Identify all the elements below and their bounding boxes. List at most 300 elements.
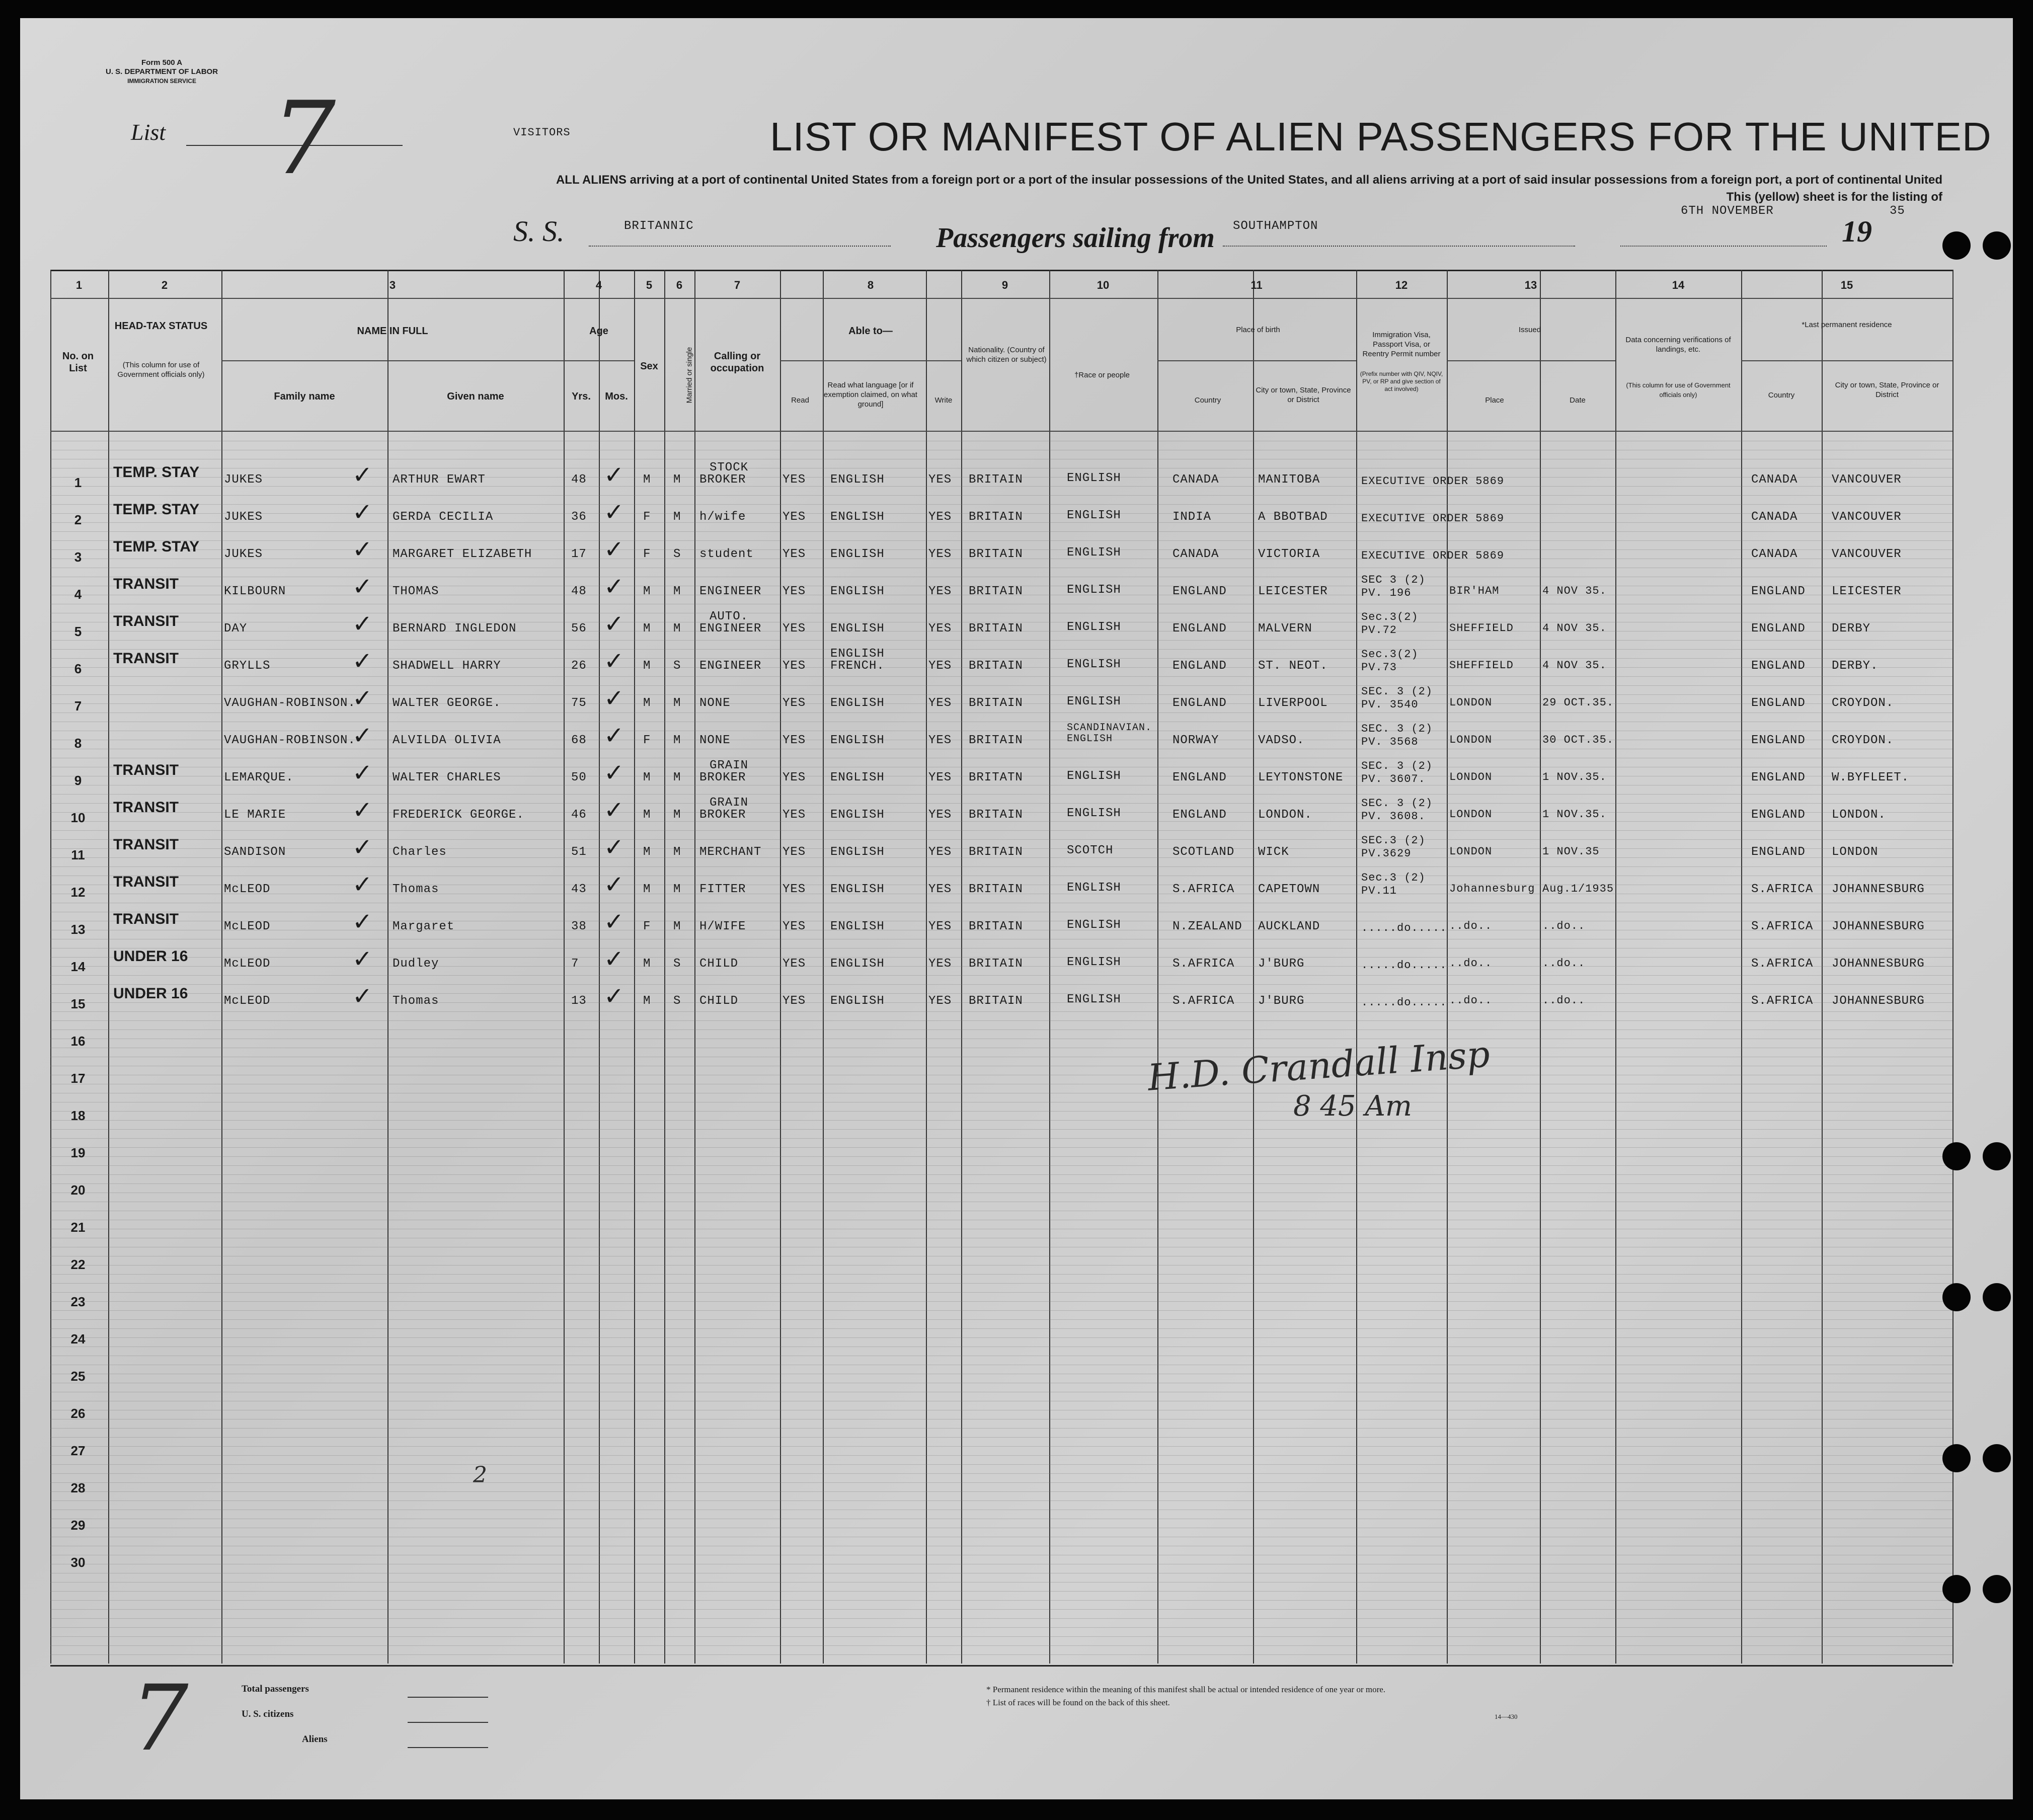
visa-number: PV.72 [1361,624,1397,637]
can-read: YES [783,622,806,636]
ruled-line [50,1337,1952,1338]
occupation: BROKER [699,771,746,784]
visa-number: .....do..... [1361,996,1447,1009]
row-number: 22 [70,1257,86,1272]
row-number: 8 [74,736,82,751]
header-divider [780,360,961,361]
form-id-block [106,58,218,86]
header-married: Married or single [685,347,694,404]
header-divider [1157,360,1356,361]
punch-hole [1983,1283,2011,1311]
can-write: YES [928,957,952,971]
can-write: YES [928,696,952,710]
birth-country: ENGLAND [1172,808,1227,822]
race: ENGLISH [1067,807,1121,820]
header-divider [50,298,1952,299]
occupation: NONE [699,734,731,747]
marital-status: S [673,957,681,971]
header-mos: Mos. [605,391,628,402]
form-code: 14—430 [1495,1713,1518,1720]
family-name: KILBOURN [224,585,286,598]
age-years: 17 [571,547,587,561]
ruled-line [50,1500,1952,1501]
birth-city: WICK [1258,845,1289,859]
page-title: LIST OR MANIFEST OF ALIEN PASSENGERS FOR THE UNITED [770,114,1992,159]
age-years: 51 [571,845,587,859]
birth-city: ST. NEOT. [1258,659,1328,673]
marital-status: M [673,585,681,598]
can-write: YES [928,622,952,636]
issued-date: ..do.. [1542,957,1586,970]
check-mark-icon: ✓ [352,684,373,713]
race: ENGLISH [1067,471,1121,485]
head-tax-status: TRANSIT [113,762,179,778]
given-name: Thomas [393,994,439,1008]
ruled-line [50,1645,1952,1646]
occupation: CHILD [699,994,739,1008]
issued-place: LONDON [1449,771,1493,783]
ruled-line [50,1473,1952,1474]
row-number: 2 [74,512,82,527]
marital-status: M [673,920,681,933]
marital-status: M [673,845,681,859]
residence-city: CROYDON. [1832,734,1894,747]
check-mark-icon: ✓ [604,982,624,1010]
sex: M [643,808,651,822]
check-mark-icon: ✓ [352,945,373,973]
residence-city: LONDON [1832,845,1879,859]
can-read: YES [783,808,806,822]
can-read: YES [783,920,806,933]
row-number: 20 [70,1182,86,1198]
ss-label: S. S. [513,215,565,248]
race: ENGLISH [1067,509,1121,522]
column-divider [564,270,565,1664]
visa-section: Sec.3 (2) [1361,872,1426,884]
race: SCOTCH [1067,844,1114,857]
column-number: 11 [1250,279,1263,291]
head-tax-status: TEMP. STAY [113,501,200,518]
can-write: YES [928,473,952,487]
row-number: 3 [74,549,82,565]
check-mark-icon: ✓ [604,461,624,489]
sex: F [643,547,651,561]
subtitle-line-1: ALL ALIENS arriving at a port of continental United States from a foreign port or a port of the insular possessions of the United States, and all aliens arriving at a port of said insular possessions from a foreign port, a port of continental United [556,173,1942,187]
ruled-line [50,1446,1952,1447]
read-language: ENGLISH [830,547,885,561]
column-divider [1540,270,1541,1664]
age-years: 56 [571,622,587,636]
column-divider [694,270,695,1664]
date-line [1620,246,1827,247]
read-language: ENGLISH [830,957,885,971]
row-number: 24 [70,1331,86,1347]
given-name: FREDERICK GEORGE. [393,808,524,822]
residence-city: LONDON. [1832,808,1886,822]
marital-status: S [673,994,681,1008]
issued-date: 4 NOV 35. [1542,659,1607,672]
ruled-line [50,649,1952,650]
residence-country: ENGLAND [1751,622,1806,636]
check-mark-icon: ✓ [352,722,373,750]
port-name: SOUTHAMPTON [1233,219,1318,233]
read-language: ENGLISH [830,585,885,598]
column-number: 2 [161,279,168,291]
check-mark-icon: ✓ [352,871,373,899]
list-number: 7 [272,80,336,197]
occupation: student [699,547,754,561]
given-name: MARGARET ELIZABETH [393,547,532,561]
birth-country: S.AFRICA [1172,957,1235,971]
ruled-line [50,1283,1952,1284]
residence-country: S.AFRICA [1751,994,1814,1008]
ruled-line [50,531,1952,532]
ruled-line [50,1464,1952,1465]
column-divider [108,270,109,1664]
visa-number: .....do..... [1361,922,1447,934]
visa-section: SEC 3 (2) [1361,574,1426,586]
header-given-name: Given name [447,391,504,402]
ruled-line [50,1428,1952,1429]
family-name: LE MARIE [224,808,286,822]
issued-place: Johannesburg [1449,883,1535,895]
column-number: 7 [734,279,741,291]
ruled-line [50,830,1952,831]
visa-number: PV. 3608. [1361,810,1426,823]
visa-number: EXECUTIVE ORDER 5869 [1361,549,1505,562]
family-name: VAUGHAN-ROBINSON. [224,696,356,710]
column-number: 10 [1097,279,1110,291]
race: ENGLISH [1067,918,1121,932]
sailing-label: Passengers sailing from [936,222,1215,254]
given-name: Margaret [393,920,455,933]
ruled-line [50,1600,1952,1601]
check-mark-icon: ✓ [352,908,373,936]
visa-number: PV. 196 [1361,587,1412,599]
ruled-line [50,866,1952,867]
ruled-line [50,1482,1952,1483]
marital-status: M [673,510,681,524]
occupation: FITTER [699,883,746,896]
age-years: 50 [571,771,587,784]
check-mark-icon: ✓ [604,498,624,526]
read-language: ENGLISH [830,771,885,784]
can-write: YES [928,547,952,561]
column-number: 3 [389,279,396,291]
column-divider [926,270,927,1664]
nationality: BRITAIN [969,845,1023,859]
column-divider [780,270,781,1664]
row-number: 11 [71,847,85,862]
birth-city: LEYTONSTONE [1258,771,1344,784]
column-divider [599,270,600,1664]
residence-country: ENGLAND [1751,696,1806,710]
row-number: 17 [70,1071,86,1086]
residence-city: JOHANNESBURG [1832,883,1925,896]
marital-status: M [673,473,681,487]
row-number: 19 [70,1145,86,1160]
footnote-residence: * Permanent residence within the meaning of this manifest shall be actual or intended residence of one year or more. [986,1685,1386,1694]
issued-date: 1 NOV.35 [1542,845,1600,858]
header-issued: Issued [1518,326,1541,334]
check-mark-icon: ✓ [604,908,624,936]
check-mark-icon: ✓ [604,796,624,824]
header-sex: Sex [640,361,658,372]
race: ENGLISH [1067,993,1121,1006]
check-mark-icon: ✓ [352,573,373,601]
race: ENGLISH [1067,769,1121,783]
header-issued-place: Place [1485,396,1504,405]
nationality: BRITAIN [969,473,1023,487]
given-name: BERNARD INGLEDON [393,622,517,636]
head-tax-status: TRANSIT [113,650,179,667]
age-years: 43 [571,883,587,896]
birth-country: CANADA [1172,547,1219,561]
port-line [1223,246,1575,247]
ruled-line [50,1627,1952,1628]
header-race: †Race or people [1074,371,1130,379]
birth-country: CANADA [1172,473,1219,487]
visa-number: PV.73 [1361,661,1397,674]
read-language: ENGLISH [830,696,885,710]
ruled-line [50,658,1952,659]
birth-city: MALVERN [1258,622,1312,636]
header-res-country: Country [1768,391,1795,400]
residence-country: CANADA [1751,547,1798,561]
row-number: 15 [70,996,86,1011]
visa-section: SEC. 3 (2) [1361,685,1433,698]
margin-mark: 2 [473,1462,487,1488]
head-tax-status: TEMP. STAY [113,538,200,555]
head-tax-status: TRANSIT [113,613,179,629]
ruled-line [50,1328,1952,1329]
issued-place: LONDON [1449,808,1493,821]
residence-country: S.AFRICA [1751,883,1814,896]
can-read: YES [783,547,806,561]
nationality: BRITAIN [969,585,1023,598]
row-number: 21 [70,1220,86,1235]
column-divider [1049,270,1050,1664]
birth-city: MANITOBA [1258,473,1320,487]
residence-city: CROYDON. [1832,696,1894,710]
punch-hole [1942,1142,1971,1170]
residence-city: VANCOUVER [1832,547,1902,561]
race: ENGLISH [1067,546,1121,560]
column-divider [221,270,222,1664]
ruled-line [50,1437,1952,1438]
age-years: 75 [571,696,587,710]
birth-city: LEICESTER [1258,585,1328,598]
ship-name: BRITANNIC [624,219,694,233]
residence-city: DERBY [1832,622,1871,636]
header-no-on-list: No. on List [62,351,94,374]
ruled-line [50,495,1952,496]
row-number: 28 [70,1480,86,1495]
occupation-line-1: AUTO. [710,610,749,623]
marital-status: M [673,771,681,784]
inspection-time: 8 45 Am [1293,1090,1413,1123]
row-number: 7 [74,698,82,714]
header-calling: Calling or occupation [710,351,764,374]
column-divider [1741,270,1742,1664]
ruled-line [50,1301,1952,1302]
birth-city: VICTORIA [1258,547,1320,561]
read-language: ENGLISH [830,622,885,636]
head-tax-status: TRANSIT [113,836,179,853]
birth-country: S.AFRICA [1172,994,1235,1008]
issued-place: LONDON [1449,696,1493,709]
visa-number: PV. 3540 [1361,698,1419,711]
occupation-line-1: GRAIN [710,796,749,810]
header-last-residence: *Last permanent residence [1802,321,1892,329]
header-verification: Data concerning verifications of landings, etc. [1625,336,1731,354]
inspector-signature: H.D. Crandall Insp [1146,1033,1492,1099]
family-name: VAUGHAN-ROBINSON. [224,734,356,747]
visa-number: EXECUTIVE ORDER 5869 [1361,512,1505,525]
head-tax-status: TEMP. STAY [113,464,200,481]
birth-country: ENGLAND [1172,622,1227,636]
column-number: 14 [1672,279,1685,291]
ruled-line [50,1591,1952,1592]
check-mark-icon: ✓ [352,796,373,824]
check-mark-icon: ✓ [352,647,373,675]
check-mark-icon: ✓ [352,759,373,787]
ruled-line [50,640,1952,641]
us-citizens-label: U. S. citizens [242,1709,294,1719]
row-number: 16 [70,1034,86,1049]
check-mark-icon: ✓ [604,833,624,861]
ruled-line [50,993,1952,994]
age-years: 68 [571,734,587,747]
nationality: BRITAIN [969,920,1023,933]
column-divider [1157,270,1158,1664]
can-read: YES [783,659,806,673]
read-language: FRENCH. [830,659,885,673]
ruled-line [50,540,1952,541]
nationality: BRITAIN [969,510,1023,524]
family-name: McLEOD [224,920,271,933]
sex: F [643,734,651,747]
check-mark-icon: ✓ [352,498,373,526]
column-number: 13 [1524,279,1537,291]
row-number: 9 [74,773,82,788]
sex: F [643,510,651,524]
row-number: 13 [70,922,86,937]
check-mark-icon: ✓ [352,982,373,1010]
header-name-in-full: NAME IN FULL [357,326,428,337]
race: ENGLISH [1067,620,1121,634]
punch-hole [1983,1142,2011,1170]
year-prefix: 19 [1842,215,1872,248]
age-years: 48 [571,473,587,487]
issued-place: SHEFFIELD [1449,622,1514,635]
birth-city: CAPETOWN [1258,883,1320,896]
visa-section: Sec.3(2) [1361,611,1419,623]
punch-hole [1942,1444,1971,1472]
head-tax-status: UNDER 16 [113,948,188,965]
nationality: BRITAIN [969,696,1023,710]
ruled-line [50,1138,1952,1139]
given-name: GERDA CECILIA [393,510,494,524]
residence-country: ENGLAND [1751,585,1806,598]
check-mark-icon: ✓ [604,535,624,564]
header-divider [1447,360,1615,361]
column-number: 1 [75,279,83,291]
nationality: BRITAIN [969,659,1023,673]
can-read: YES [783,510,806,524]
marital-status: S [673,659,681,673]
header-yrs: Yrs. [572,391,591,402]
row-number: 6 [74,661,82,676]
header-age: Age [589,326,608,337]
family-name: GRYLLS [224,659,271,673]
check-mark-icon: ✓ [352,535,373,564]
issued-date: 30 OCT.35. [1542,734,1614,746]
read-language: ENGLISH [830,920,885,933]
page-subtitle [408,172,1942,206]
issued-date: 29 OCT.35. [1542,696,1614,709]
header-divider [50,431,1952,432]
sex: M [643,957,651,971]
can-read: YES [783,883,806,896]
can-write: YES [928,845,952,859]
service-name: IMMIGRATION SERVICE [127,77,196,85]
occupation: MERCHANT [699,845,762,859]
race: ENGLISH [1067,881,1121,895]
read-language: ENGLISH [830,883,885,896]
column-number: 12 [1395,279,1408,291]
nationality: BRITAIN [969,994,1023,1008]
residence-city: LEICESTER [1832,585,1902,598]
issued-date: 4 NOV 35. [1542,585,1607,597]
ruled-line [50,1319,1952,1320]
read-language: ENGLISH [830,734,885,747]
can-write: YES [928,734,952,747]
issued-date: 1 NOV.35. [1542,808,1607,821]
row-number: 29 [70,1518,86,1533]
ruled-line [50,803,1952,804]
ruled-line [50,1310,1952,1311]
residence-city: DERBY. [1832,659,1879,673]
given-name: Dudley [393,957,439,971]
header-nationality: Nationality. (Country of which citizen or subject) [966,346,1047,364]
read-language-line-1: ENGLISH [830,647,885,661]
punch-hole [1983,1575,2011,1603]
given-name: ARTHUR EWART [393,473,486,487]
head-tax-status: UNDER 16 [113,985,188,1002]
header-visa-note: (Prefix number with QIV, NQIV, PV, or RP and give section of act involved) [1360,370,1443,392]
ruled-line [50,794,1952,795]
birth-country: ENGLAND [1172,696,1227,710]
ruled-line [50,1609,1952,1610]
issued-date: 1 NOV.35. [1542,771,1607,783]
visa-section: SEC. 3 (2) [1361,760,1433,772]
residence-city: W.BYFLEET. [1832,771,1910,784]
occupation: CHILD [699,957,739,971]
ruled-line [50,984,1952,985]
column-divider [1356,270,1357,1664]
race: SCANDINAVIAN. ENGLISH [1067,722,1152,745]
ruled-line [50,1120,1952,1121]
sex: M [643,994,651,1008]
row-number: 5 [74,624,82,639]
aliens-line [408,1747,488,1748]
family-name: JUKES [224,547,263,561]
header-visa: Immigration Visa, Passport Visa, or Reentry Permit number [1362,331,1441,358]
column-number: 15 [1840,279,1853,291]
age-years: 48 [571,585,587,598]
issued-date: Aug.1/1935 [1542,883,1614,895]
